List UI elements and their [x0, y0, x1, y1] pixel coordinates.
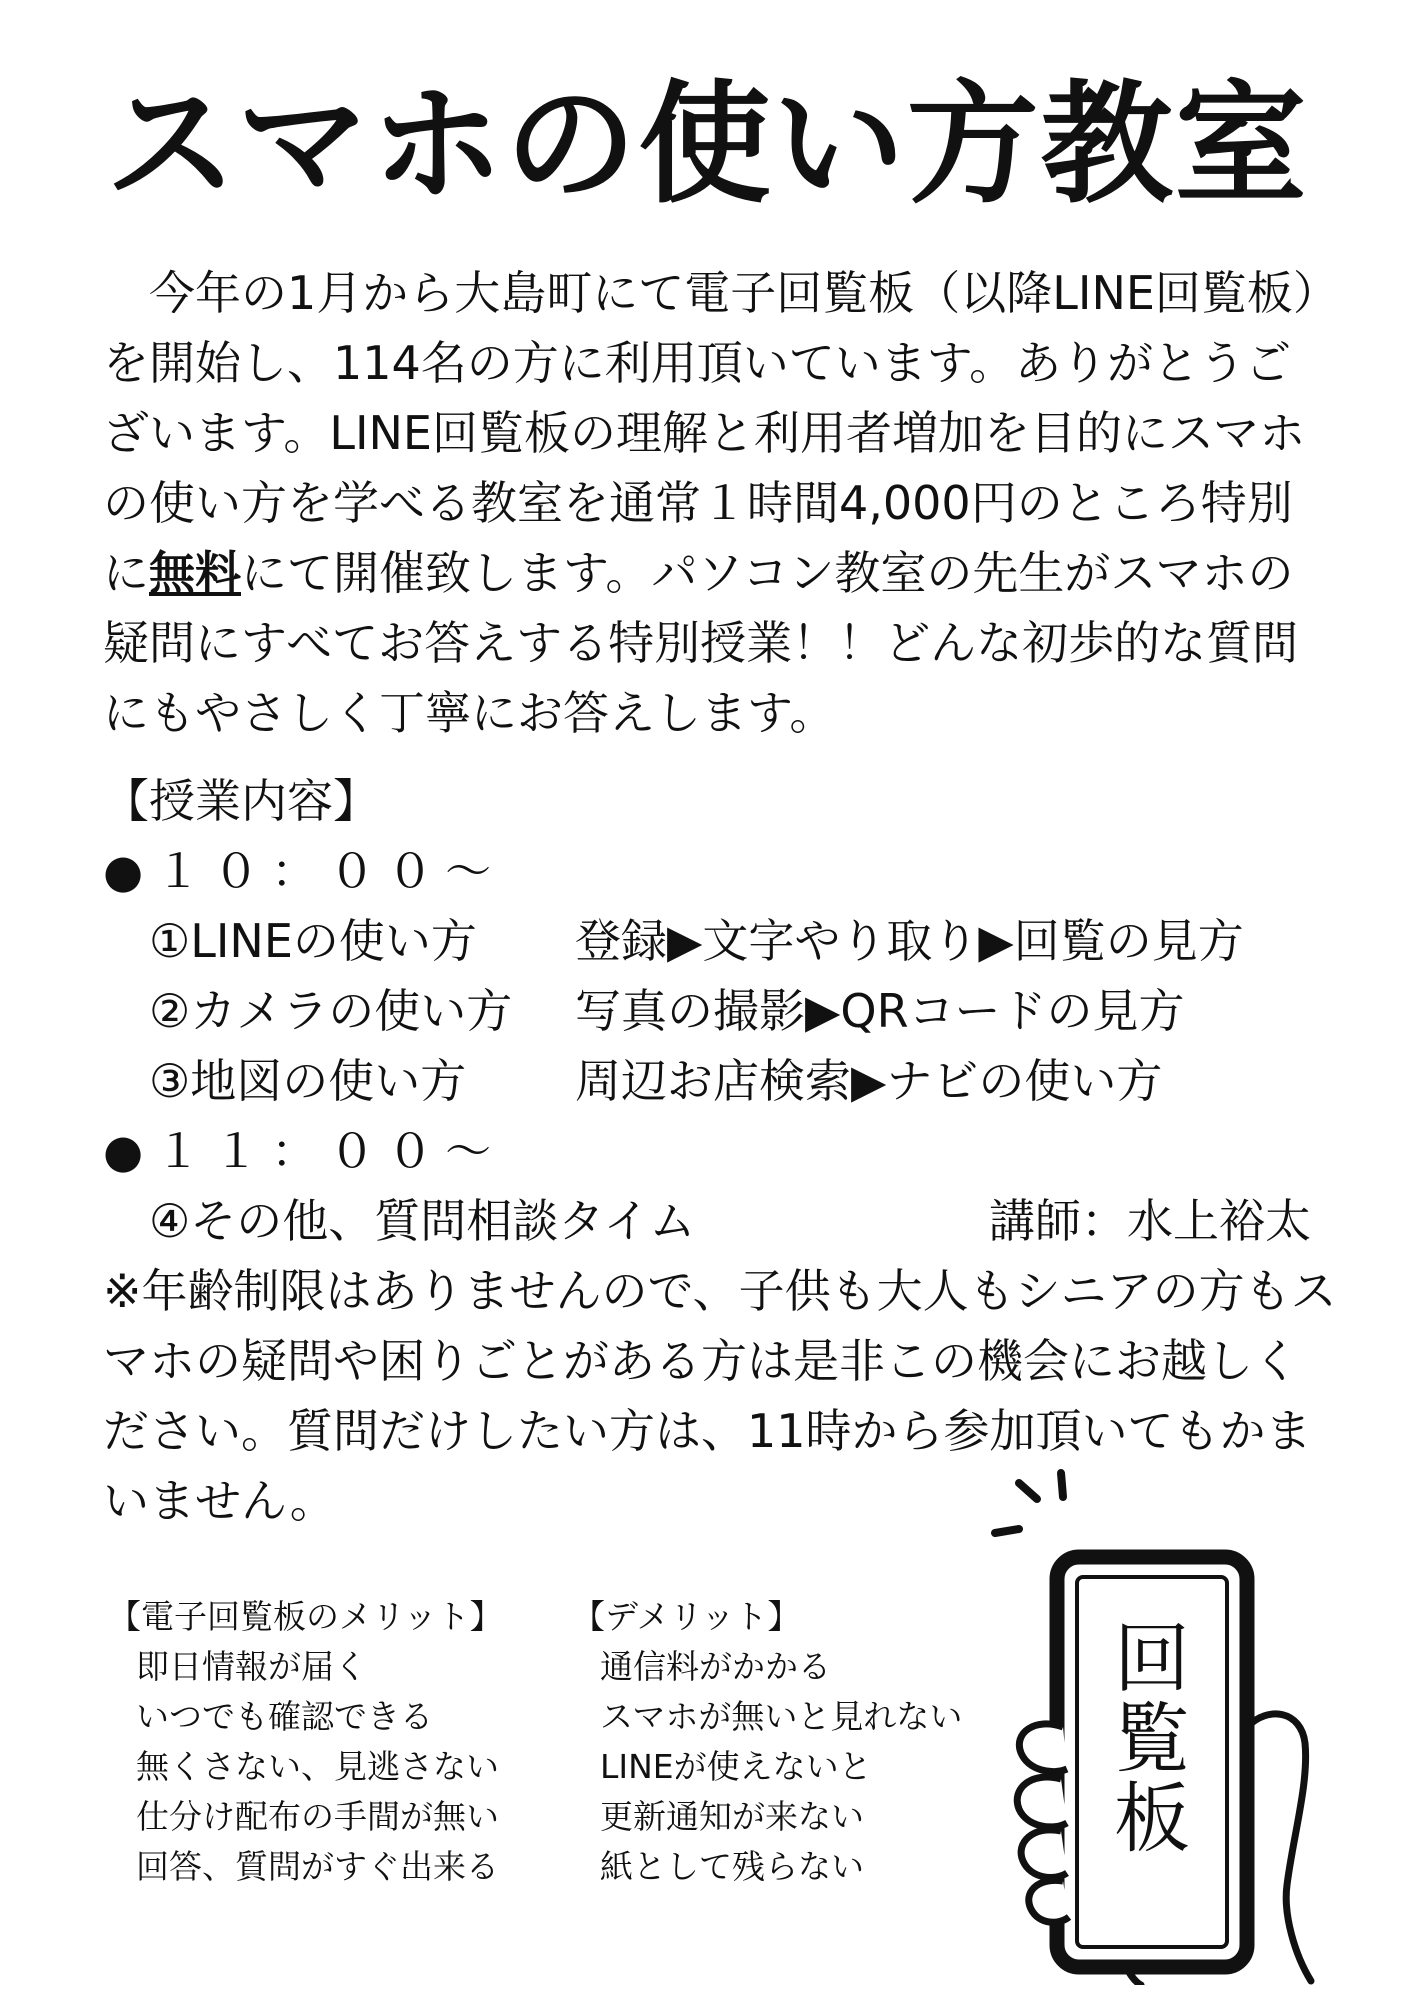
list-item: 更新通知が来ない: [600, 1797, 864, 1836]
course-item-label: ③地図の使い方: [149, 1054, 467, 1108]
screen-char-3: 板: [1114, 1774, 1190, 1863]
course-item-label: ①LINEの使い方: [149, 914, 477, 968]
course-item: [103, 1046, 1343, 1116]
course-item-label: ④その他、質問相談タイム: [149, 1194, 696, 1248]
demerits-list: [572, 1642, 962, 1892]
course-heading: 【授業内容】: [103, 774, 379, 828]
course-item-desc: 写真の撮影▶QRコードの見方: [575, 984, 1185, 1038]
screen-char-2: 覧: [1114, 1694, 1190, 1783]
intro-paragraph: [103, 258, 1333, 748]
course-item-desc: 登録▶文字やり取り▶回覧の見方: [575, 914, 1244, 968]
intro-text-part1: 今年の1月から大島町にて電子回覧板（以降LINE回覧板）を開始し、114名の方に利用頂いています。ありがとうございます。LINE回覧板の理解と利用者増加を目的にスマホの使い方を学べる教室を通常１時間4,000円のところ特別に: [103, 266, 1316, 600]
demerits-box: [572, 1592, 962, 1892]
list-item: 無くさない、見逃さない: [136, 1747, 499, 1786]
merits-heading: 【電子回覧板のメリット】: [108, 1597, 503, 1636]
course-item: [103, 906, 1343, 976]
list-item: スマホが無いと見れない: [600, 1697, 963, 1736]
notice-paragraph: ※年齢制限はありませんので、子供も大人もシニアの方もスマホの疑問や困りごとがある方は是非この機会にお越しください。質問だけしたい方は、11時から参加頂いてもかまいません。: [103, 1264, 1337, 1528]
list-item: 紙として残らない: [600, 1847, 864, 1886]
page-title: スマホの使い方教室: [105, 68, 1309, 222]
list-item: 通信料がかかる: [600, 1647, 831, 1686]
course-item: [103, 1186, 1343, 1256]
attention-lines-icon: [995, 1473, 1063, 1533]
list-item: いつでも確認できる: [136, 1697, 433, 1736]
intro-text-part2: にて開催致します。パソコン教室の先生がスマホの疑問にすべてお答えする特別授業！！どんな初歩的な質問にもやさしく丁寧にお答えします。: [103, 546, 1299, 740]
hand-thumb-icon: [1247, 1714, 1311, 1981]
course-item-label: ②カメラの使い方: [149, 984, 513, 1038]
course-section: [103, 766, 1343, 1256]
screen-char-1: 回: [1114, 1614, 1190, 1703]
list-item: 仕分け配布の手間が無い: [136, 1797, 499, 1836]
session-1-time: ●１０：００～: [103, 844, 504, 898]
hand-fingers-icon: [1017, 1724, 1069, 1922]
merits-list: [108, 1642, 503, 1892]
demerits-heading: 【デメリット】: [572, 1597, 801, 1636]
course-item-desc: 周辺お店検索▶ナビの使い方: [575, 1054, 1163, 1108]
session-2-time: ●１１：００～: [103, 1124, 504, 1178]
list-item: 即日情報が届く: [136, 1647, 367, 1686]
free-emphasis: 無料: [149, 546, 241, 600]
merits-box: [108, 1592, 503, 1892]
course-item: [103, 976, 1343, 1046]
phone-in-hand-icon: [975, 1465, 1375, 1985]
list-item: LINEが使えないと: [600, 1747, 872, 1786]
list-item: 回答、質問がすぐ出来る: [136, 1847, 499, 1886]
instructor-name: 講師：水上裕太: [989, 1194, 1311, 1248]
